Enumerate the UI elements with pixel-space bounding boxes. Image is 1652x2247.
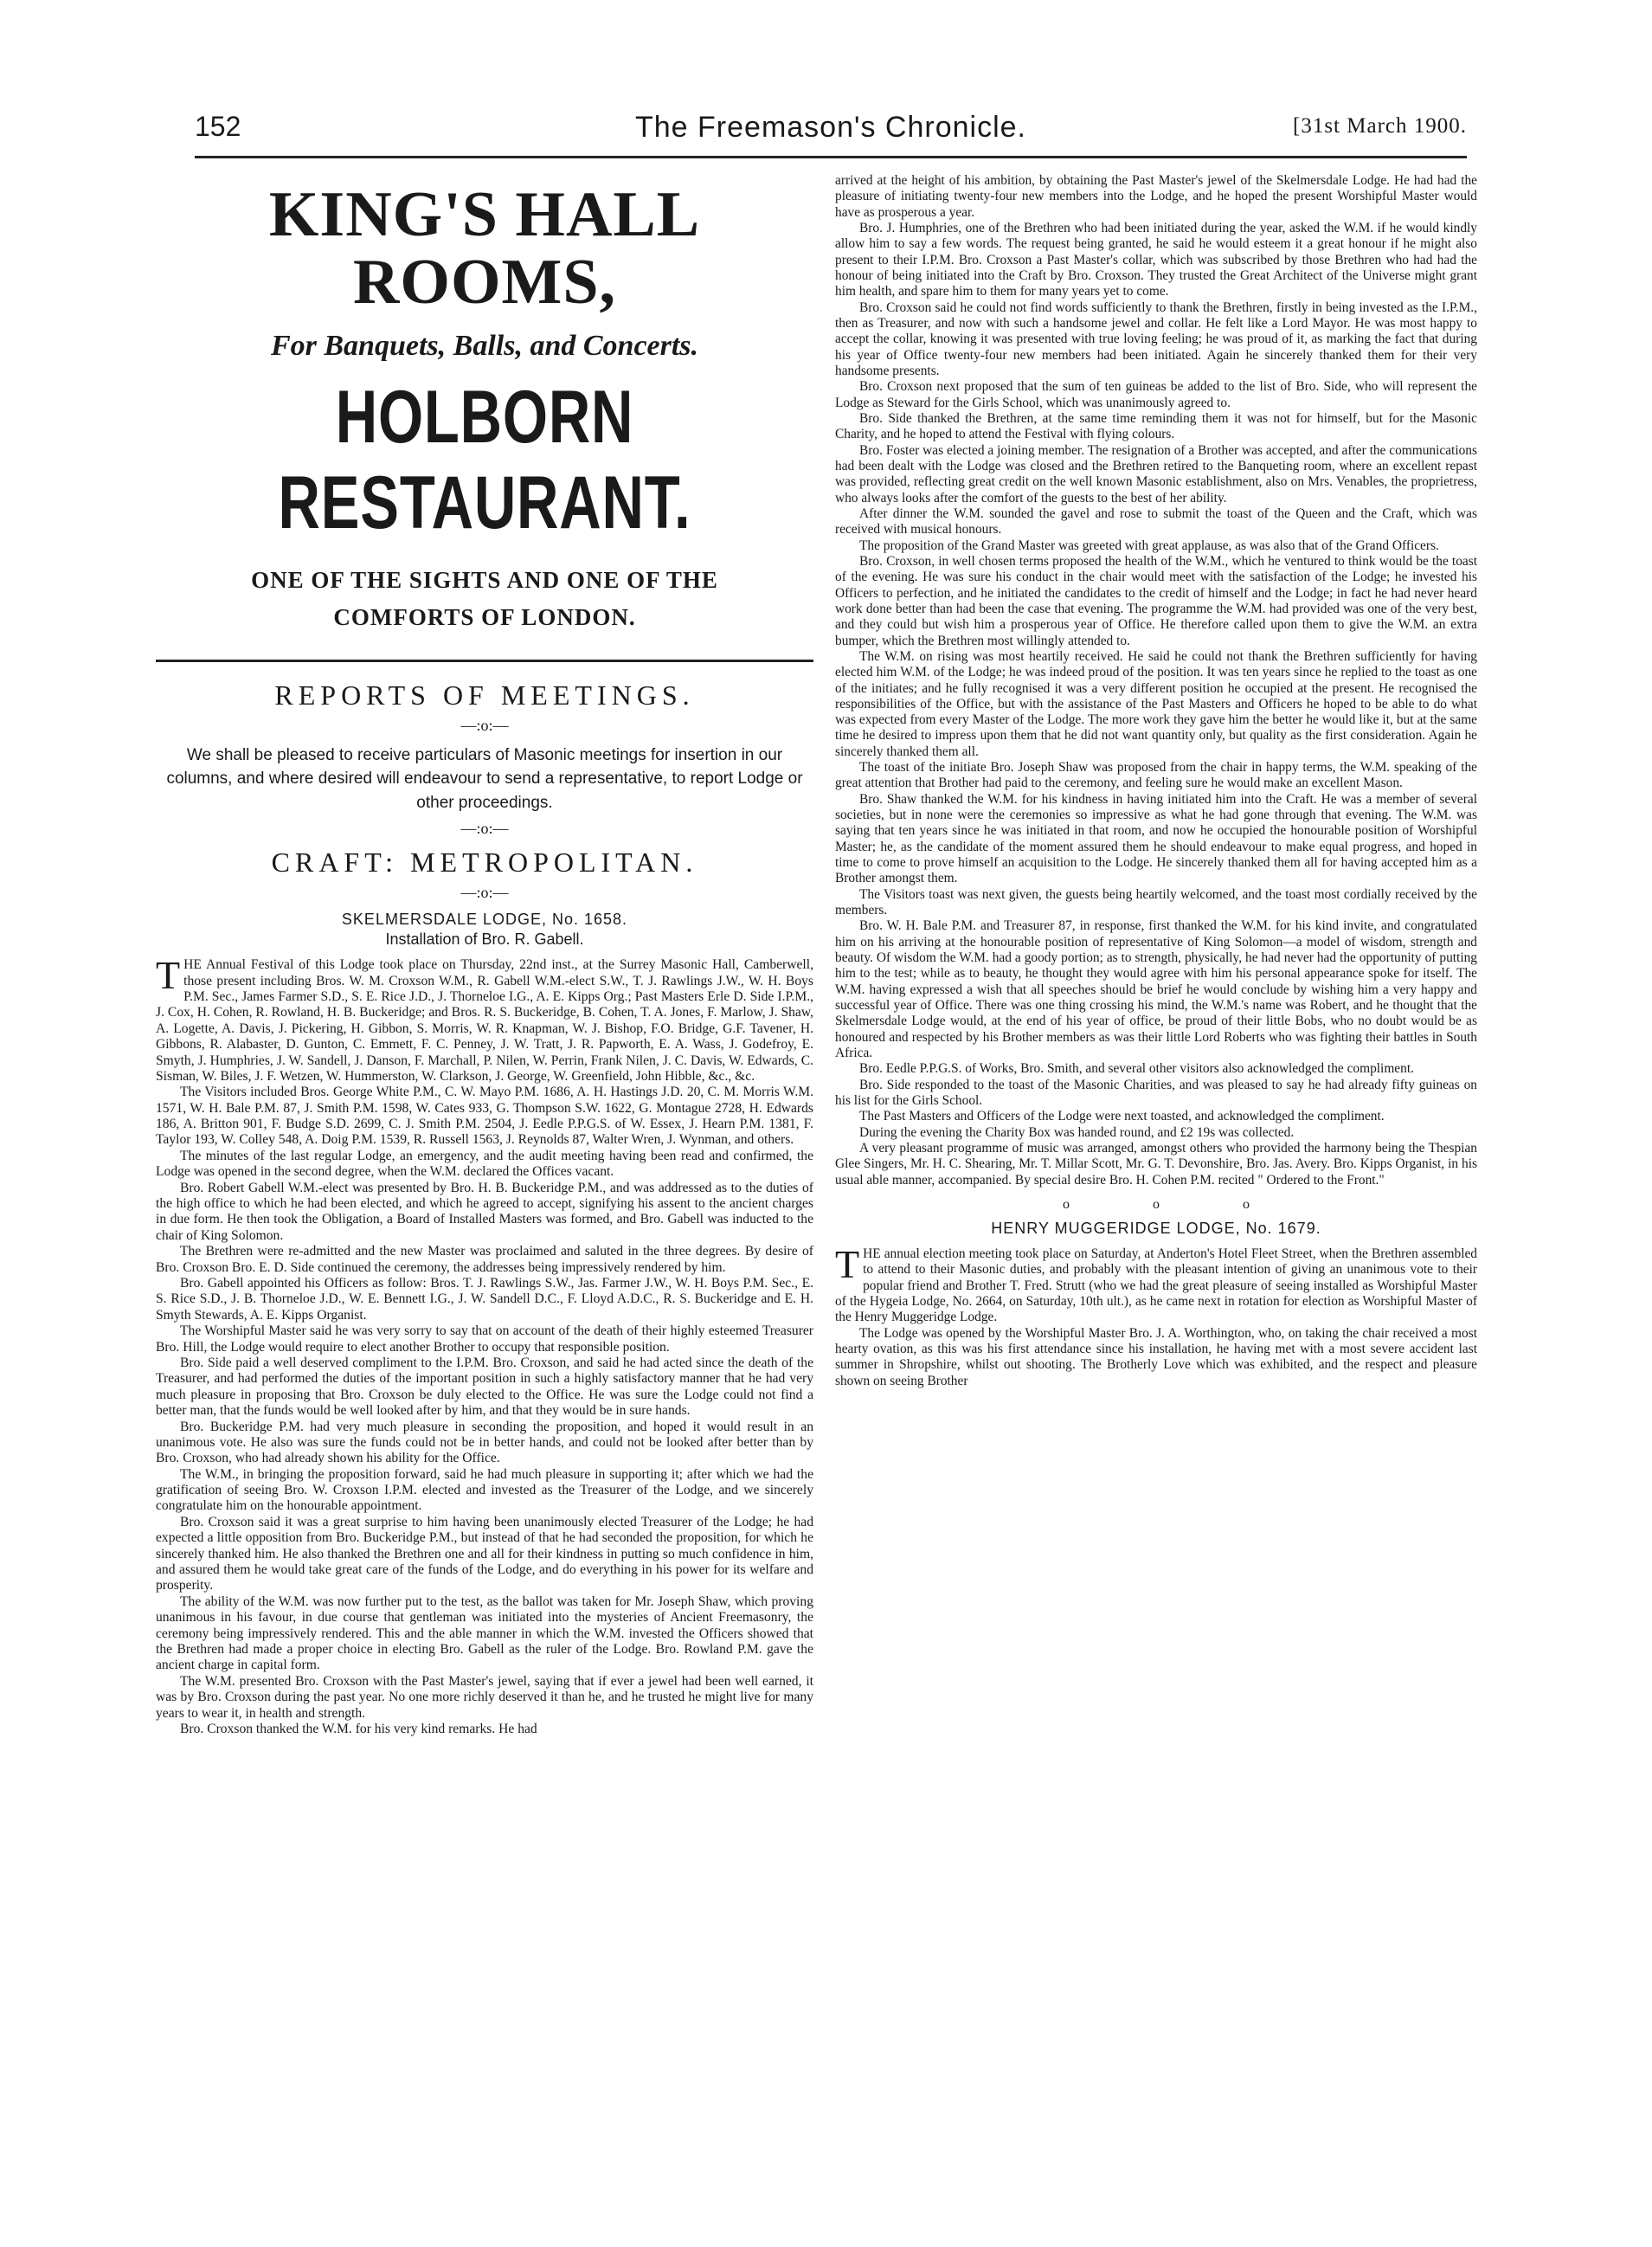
article-paragraph: Bro. Side paid a well deserved compliment to the I.P.M. Bro. Croxson, and said he had acted since the death of the Treasurer, and had performed the duties of the important position in such a highly satisfactory manner that he had very much pleasure in proposing that Bro. Croxson be duly elected to the Office. He was sure the Lodge could not find a better man, that the funds would be well looked after by him, and that they would be in sure hands. xyxy=(156,1355,813,1419)
article-paragraph: The proposition of the Grand Master was greeted with great applause, as was also that of the Grand Officers. xyxy=(859,538,1439,553)
article-paragraph: Bro. Gabell appointed his Officers as follow: Bros. T. J. Rawlings S.W., Jas. Farmer J.W., W. H. Boys P.M. Sec., E. S. Rice S.D., J. B. Thorneloe J.D., W. E. Bennett I.G., J. W. Sandell D.C., F. Lloyd A.D.C., R. S. Buckeridge and E. H. Smyth Stewards, A. E. Kipps Organist. xyxy=(156,1275,813,1323)
craft-heading: CRAFT: METROPOLITAN. xyxy=(271,847,698,879)
divider: —:o:— xyxy=(460,884,509,902)
article-paragraph: The minutes of the last regular Lodge, an emergency, and the audit meeting having been read and confirmed, the Lodge was opened in the second degree, when the W.M. declared the Offices vacant. xyxy=(156,1148,813,1180)
article-paragraph: THE Annual Festival of this Lodge took place on Thursday, 22nd inst., at the Surrey Masonic Hall, Camberwell, those present including Bros. W. M. Croxson W.M., R. Gabell W.M.-elect S.W., T. J. Rawlings J.W., W. H. Boys P.M. Sec., James Farmer S.D., S. E. Rice J.D., J. Thorneloe I.G., A. E. Kipps Org.; Past Masters Erle D. Side I.P.M., J. Cox, H. Cohen, R. Rowland, H. B. Buckeridge; and Bros. R. S. Buckeridge, B. Cohen, T. A. Jones, F. Marlow, J. Shaw, A. Logette, A. Davis, J. Pickering, H. Gibbon, S. Morris, W. R. Knapman, W. J. Bishop, F.O. Bridge, G.F. Tavener, H. Gibbons, R. Alabaster, D. Gunton, C. Emmett, F. C. Penney, J. W. Tratt, J. R. Papworth, E. A. Wass, J. Godefroy, E. Smyth, J. Humphries, J. W. Sandell, J. Danson, F. Marchall, P. Nilen, W. Perrin, Frank Nilen, J. C. Davis, W. Edwards, C. Sisman, W. Biles, J. F. Wetzen, W. Hummerston, W. Clarkson, J. George, W. Greenfield, John Hibble, &c., &c. xyxy=(156,953,813,1084)
lodge-title: SKELMERSDALE LODGE, No. 1658. xyxy=(341,911,628,929)
article-paragraph: Bro. Robert Gabell W.M.-elect was presented by Bro. H. B. Buckeridge P.M., and was addressed as to the duties of the high office to which he had been elected, and which he agreed to accept, signifying his assent to the ancient charges in due form. He then took the Obligation, a Board of Installed Masters was formed, and Bro. Gabell was inducted to the chair of King Solomon. xyxy=(156,1180,813,1243)
article-paragraph: Bro. Croxson said it was a great surprise to him having been unanimously elected Treasurer of the Lodge; he had expected a little opposition from Bro. Buckeridge P.M., but instead of that he had seconded the proposition, for which he sincerely thanked him. He also thanked the Brethren one and all for their kindness in putting so much confidence in him, and assured them he would take great care of the funds of the Lodge, and do everything in his power for its welfare and prosperity. xyxy=(156,1514,813,1594)
article-paragraph: Bro. Croxson next proposed that the sum of ten guineas be added to the list of Bro. Side, who will represent the Lodge as Steward for the Girls School, which was unanimously agreed to. xyxy=(835,379,1477,410)
article-paragraph: The W.M., in bringing the proposition forward, said he had much pleasure in supporting it; after which we had the gratification of seeing Bro. W. Croxson I.P.M. elected and invested as the Treasurer of the Lodge, and we sincerely congratulate him on the honourable appointment. xyxy=(156,1466,813,1514)
article-paragraph: The W.M. presented Bro. Croxson with the Past Master's jewel, saying that if ever a jewel had been well earned, it was by Bro. Croxson during the past year. No one more richly deserved it than he, and he trusted he might live for many years to wear it, in health and strength. xyxy=(156,1673,813,1721)
article-paragraph: The toast of the initiate Bro. Joseph Shaw was proposed from the chair in happy terms, the W.M. speaking of the great attention that Brother had paid to the ceremony, and feeling sure he would make an excellent Mason. xyxy=(835,760,1477,791)
article-paragraph: arrived at the height of his ambition, by obtaining the Past Master's jewel of the Skelmersdale Lodge. He had had the pleasure of initiating twenty-four new members into the Lodge, and he hoped the present Worshipful Master would have as prosperous a year. xyxy=(835,173,1477,220)
article-paragraph: Bro. Side thanked the Brethren, at the same time reminding them it was not for himself, but for the Masonic Charity, and he hoped to attend the Festival with flying colours. xyxy=(835,410,1477,442)
drop-cap: T xyxy=(156,953,181,998)
article-paragraph: Bro. Croxson, in well chosen terms proposed the health of the W.M., which he ventured to think would be the toast of the evening. He was sure his conduct in the chair would meet with the satisfaction of the Lodge; he invested his Officers to perfection, and he initiated the candidates to the credit of himself and the Lodge; in fact he had never heard work done better than had been the case that evening. The programme the W.M. had provided was one of the very best, and they could but wish him a prosperous year of Office. He therefore called upon them to give the W.M. an extra bumper, which the Brethren most willingly attended to. xyxy=(835,553,1477,648)
article-paragraph: Bro. Buckeridge P.M. had very much pleasure in seconding the proposition, and hoped it would result in an unanimous vote. He also was sure the funds could not be in better hands, and could not be looked after better than by Bro. Croxson, who had already shown his ability for the Office. xyxy=(156,1419,813,1466)
reports-heading: REPORTS OF MEETINGS. xyxy=(274,679,695,711)
article-paragraph: After dinner the W.M. sounded the gavel and rose to submit the toast of the Queen and the Craft, which was received with musical honours. xyxy=(835,505,1477,538)
article-paragraph: Bro. W. H. Bale P.M. and Treasurer 87, in response, first thanked the W.M. for his kind invite, and congratulated him on his arriving at the honourable position of representative of King Solomon—a model of wisdom, strength and beauty. Of wisdom the W.M. had a goody portion; as to strength, physically, he had never had the opportunity of putting him to the test; while as to beauty, he thought they would agree with him his personal appearance spoke for itself. The W.M. having expressed a wish that all speeches should be brief he would conclude by wishing him a very happy and successful year of Office. There was one thing crossing his mind, the W.M.'s name was Robert, and he thought that the Skelmersdale Lodge would, at the end of his year of office, be proud of their little Bobs, who no doubt would be as honoured and respected by his Brother members as was their little Lord Roberts who was fighting their battles in South Africa. xyxy=(835,918,1477,1061)
reports-notice: We shall be pleased to receive particulars of Masonic meetings for insertion in our columns, and where desired will endeavour to send a representative, to report Lodge or other proceedings. xyxy=(166,745,803,812)
journal-title: The Freemason's Chronicle. xyxy=(635,111,1026,144)
article-paragraph: The Past Masters and Officers of the Lodge were next toasted, and acknowledged the compliment. xyxy=(859,1109,1385,1124)
article-paragraph: The Brethren were re-admitted and the new Master was proclaimed and saluted in the three degrees. By desire of Bro. Croxson Bro. E. D. Side continued the ceremony, the addresses being impressively rendered by him. xyxy=(156,1244,813,1275)
lodge-title: HENRY MUGGERIDGE LODGE, No. 1679. xyxy=(991,1220,1321,1237)
ad-title: KING'S HALL ROOMS, xyxy=(268,179,701,318)
divider: —:o:— xyxy=(460,820,509,838)
article-paragraph: The Worshipful Master said he was very sorry to say that on account of the death of their highly esteemed Treasurer Bro. Hill, the Lodge would require to elect another Brother to occupy that responsible position. xyxy=(156,1323,813,1355)
running-head xyxy=(195,111,1467,154)
ad-restaurant-name: HOLBORN RESTAURANT. xyxy=(278,376,691,545)
article-paragraph: Bro. Eedle P.P.G.S. of Works, Bro. Smith, and several other visitors also acknowledged the compliment. xyxy=(859,1061,1414,1077)
article-paragraph: Bro. Shaw thanked the W.M. for his kindness in having initiated him into the Craft. He was a member of several societies, but in none were the ceremonies so impressive as what he had gone through that evening. The W.M. was saying that ten years since he was initiated in that room, and now he occupied the honourable position of Worshipful Master; he, as the candidate of the moment assured them he should endeavour to make equal progress, and hoped in time to come to prove himself an acquisition to the Lodge. He sincerely thanked them all for having accepted him as a Brother amongst them. xyxy=(835,791,1477,886)
article-body-muggeridge xyxy=(835,1242,1477,1389)
article-paragraph: The Visitors included Bros. George White P.M., C. W. Mayo P.M. 1686, A. H. Hastings J.D. 20, C. M. Morris W.M. 1571, W. H. Bale P.M. 87, J. Smith P.M. 1598, W. Cates 933, G. Thompson S.W. 1622, G. Montague 2728, H. Edwards 186, A. Britton 901, F. Budge S.D. 2699, C. J. Smith P.M. 2504, J. Eedle P.P.G.S. of W. Essex, J. Hearn P.M. 1381, F. Taylor 193, W. Colley 548, A. Doig P.M. 1539, R. Russell 1563, J. Reynolds 87, Walter Wren, J. Wynman, and others. xyxy=(156,1085,813,1148)
ad-subtitle: For Banquets, Balls, and Concerts. xyxy=(270,330,699,363)
lodge-subtitle: Installation of Bro. R. Gabell. xyxy=(385,930,584,949)
article-paragraph: Bro. J. Humphries, one of the Brethren who had been initiated during the year, asked the W.M. if he would kindly allow him to say a few words. The request being granted, he said he would esteem it a great honour if he might also present to their I.P.M. Bro. Croxson a Past Master's collar, which was subscribed by those Brethren who had had the honour of being initiated into the Craft by Bro. Croxson. They trusted the Great Architect of the Universe might grant him health, and spare him to them for many years yet to come. xyxy=(835,220,1477,299)
right-column xyxy=(835,173,1477,1389)
ad-rule xyxy=(156,660,813,662)
article-paragraph: During the evening the Charity Box was handed round, and £2 19s was collected. xyxy=(859,1124,1295,1140)
article-paragraph: Bro. Croxson thanked the W.M. for his very kind remarks. He had xyxy=(180,1721,537,1736)
drop-cap: T xyxy=(835,1242,860,1286)
article-paragraph: A very pleasant programme of music was arranged, amongst others who provided the harmony being the Thespian Glee Singers, Mr. H. C. Shearing, Mr. T. Millar Scott, Mr. G. T. Devonshire, Bro. Jas. Avery. Bro. Kipps Organist, in his usual able manner, accompanied. By special desire Bro. H. Cohen P.M. recited " Ordered to the Front." xyxy=(835,1141,1477,1188)
article-body-left xyxy=(156,953,813,1737)
article-paragraph: THE annual election meeting took place on Saturday, at Anderton's Hotel Fleet Street, when the Brethren assembled to attend to their Masonic duties, and probably with the pleasant intention of giving an unanimous vote to their popular friend and Brother T. Fred. Strutt (who we had the great pleasure of seeing installed as Worshipful Master of the Hygeia Lodge, No. 2664, on Saturday, 10th ult.), as he came next in rotation for election as Worshipful Master of the Henry Muggeridge Lodge. xyxy=(835,1242,1477,1325)
article-paragraph: The W.M. on rising was most heartily received. He said he could not thank the Brethren sufficiently for having elected him W.M. of the Lodge; he was indeed proud of the position. It was ten years since he replied to the toast as one of the initiates; and he fully recognised it was a very different position he occupied at the present. He recognised the responsibilities of the Office, but with the assistance of the Past Masters and Officers he hoped to be able to do what was expected from every Master of the Lodge. The more work they gave him the better he would like it, but at the same time he desired to impress upon them that he did not want quantity only, but quality as the first consideration. Again he sincerely thanked them all. xyxy=(835,648,1477,759)
header-rule xyxy=(195,156,1467,158)
issue-date: [31st March 1900. xyxy=(1293,114,1467,138)
section-separator: o o o xyxy=(1063,1197,1289,1212)
article-paragraph: The Lodge was opened by the Worshipful Master Bro. J. A. Worthington, who, on taking the chair received a most hearty ovation, as this was his first attendance since his installation, he having met with a most severe accident last summer in Shropshire, whilst out shooting. The Brotherly Love which was exhibited, and the respect and pleasure shown on seeing Brother xyxy=(835,1325,1477,1388)
page-number: 152 xyxy=(195,111,241,142)
divider: —:o:— xyxy=(460,716,509,734)
article-body-right xyxy=(835,173,1477,1188)
article-paragraph: The Visitors toast was next given, the guests being heartily welcomed, and the toast most cordially received by the members. xyxy=(835,886,1477,918)
article-paragraph: Bro. Side responded to the toast of the Masonic Charities, and was pleased to say he had already fifty guineas on his list for the Girls School. xyxy=(835,1077,1477,1109)
article-paragraph: Bro. Foster was elected a joining member. The resignation of a Brother was accepted, and after the communications had been dealt with the Lodge was closed and the Brethren retired to the Banqueting room, where an excellent repast was provided, reflecting great credit on the well known Masonic establishment, also on Mrs. Venables, the proprietress, who always looks after the comfort of the guests to the best of her ability. xyxy=(835,442,1477,505)
left-column xyxy=(156,173,813,1737)
advertisement xyxy=(156,179,813,662)
article-paragraph: The ability of the W.M. was now further put to the test, as the ballot was taken for Mr. Joseph Shaw, which proving unanimous in his favour, in due course that gentleman was initiated into the mysteries of Ancient Freemasonry, the ceremony being impressively rendered. This and the able manner in which the W.M. invested the Officers showed that the Brethren had made a proper choice in electing Bro. Gabell as the ruler of the Lodge. Bro. Rowland P.M. gave the ancient charge in capital form. xyxy=(156,1594,813,1673)
ad-tagline: ONE OF THE SIGHTS AND ONE OF THE COMFORTS OF LONDON. xyxy=(251,567,718,631)
article-paragraph: Bro. Croxson said he could not find words sufficiently to thank the Brethren, firstly in being invested as the I.P.M., then as Treasurer, and now with such a handsome jewel and collar. He felt like a Lord Mayor. He was most happy to accept the collar, knowing it was presented with true loving feeling; he was proud of it, as marking the fact that during his year of Office twenty-four new members had been initiated. Again he sincerely thanked them for their very handsome presents. xyxy=(835,299,1477,378)
